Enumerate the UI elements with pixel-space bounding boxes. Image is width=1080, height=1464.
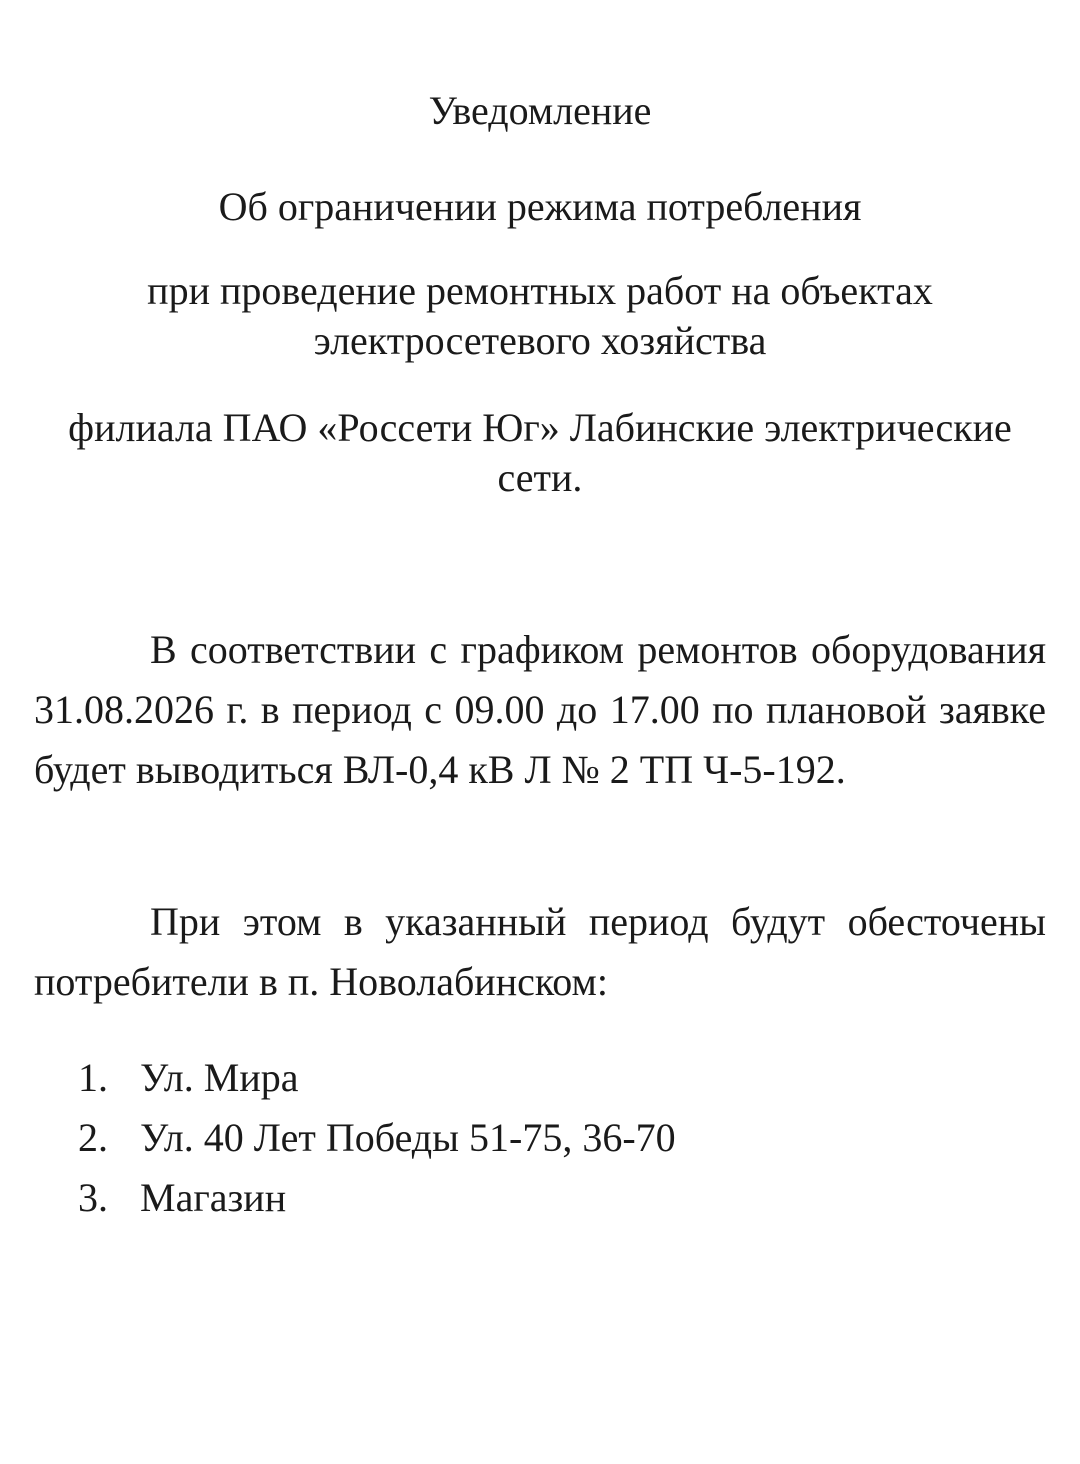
list-item-number: 3. [78, 1175, 108, 1220]
document-subtitle: Об ограничении режима потребления [218, 184, 862, 229]
document-subtitle-works: при проведение ремонтных работ на объектах электросетевого хозяйства [147, 268, 933, 363]
list-item [78, 1168, 1038, 1228]
document-subtitle-branch: филиала ПАО «Россети Юг» Лабинские электрические сети. [68, 405, 1012, 500]
list-item-text: Магазин [140, 1175, 287, 1220]
document-title: Уведомление [428, 88, 652, 133]
list-item-text: Ул. 40 Лет Победы 51-75, 36-70 [140, 1115, 676, 1160]
list-item-number: 1. [78, 1055, 108, 1100]
list-item [78, 1108, 1038, 1168]
paragraph-schedule: В соответствии с графиком ремонтов оборудования 31.08.2026 г. в период с 09.00 до 17.00 по плановой заявке будет выводиться ВЛ-0,4 кВ Л № 2 ТП Ч-5-192. [34, 627, 1046, 792]
paragraph-consumers: При этом в указанный период будут обесточены потребители в п. Новолабинском: [34, 899, 1046, 1004]
consumer-list [78, 1048, 1038, 1228]
list-item [78, 1048, 1038, 1108]
list-item-number: 2. [78, 1115, 108, 1160]
list-item-text: Ул. Мира [140, 1055, 299, 1100]
